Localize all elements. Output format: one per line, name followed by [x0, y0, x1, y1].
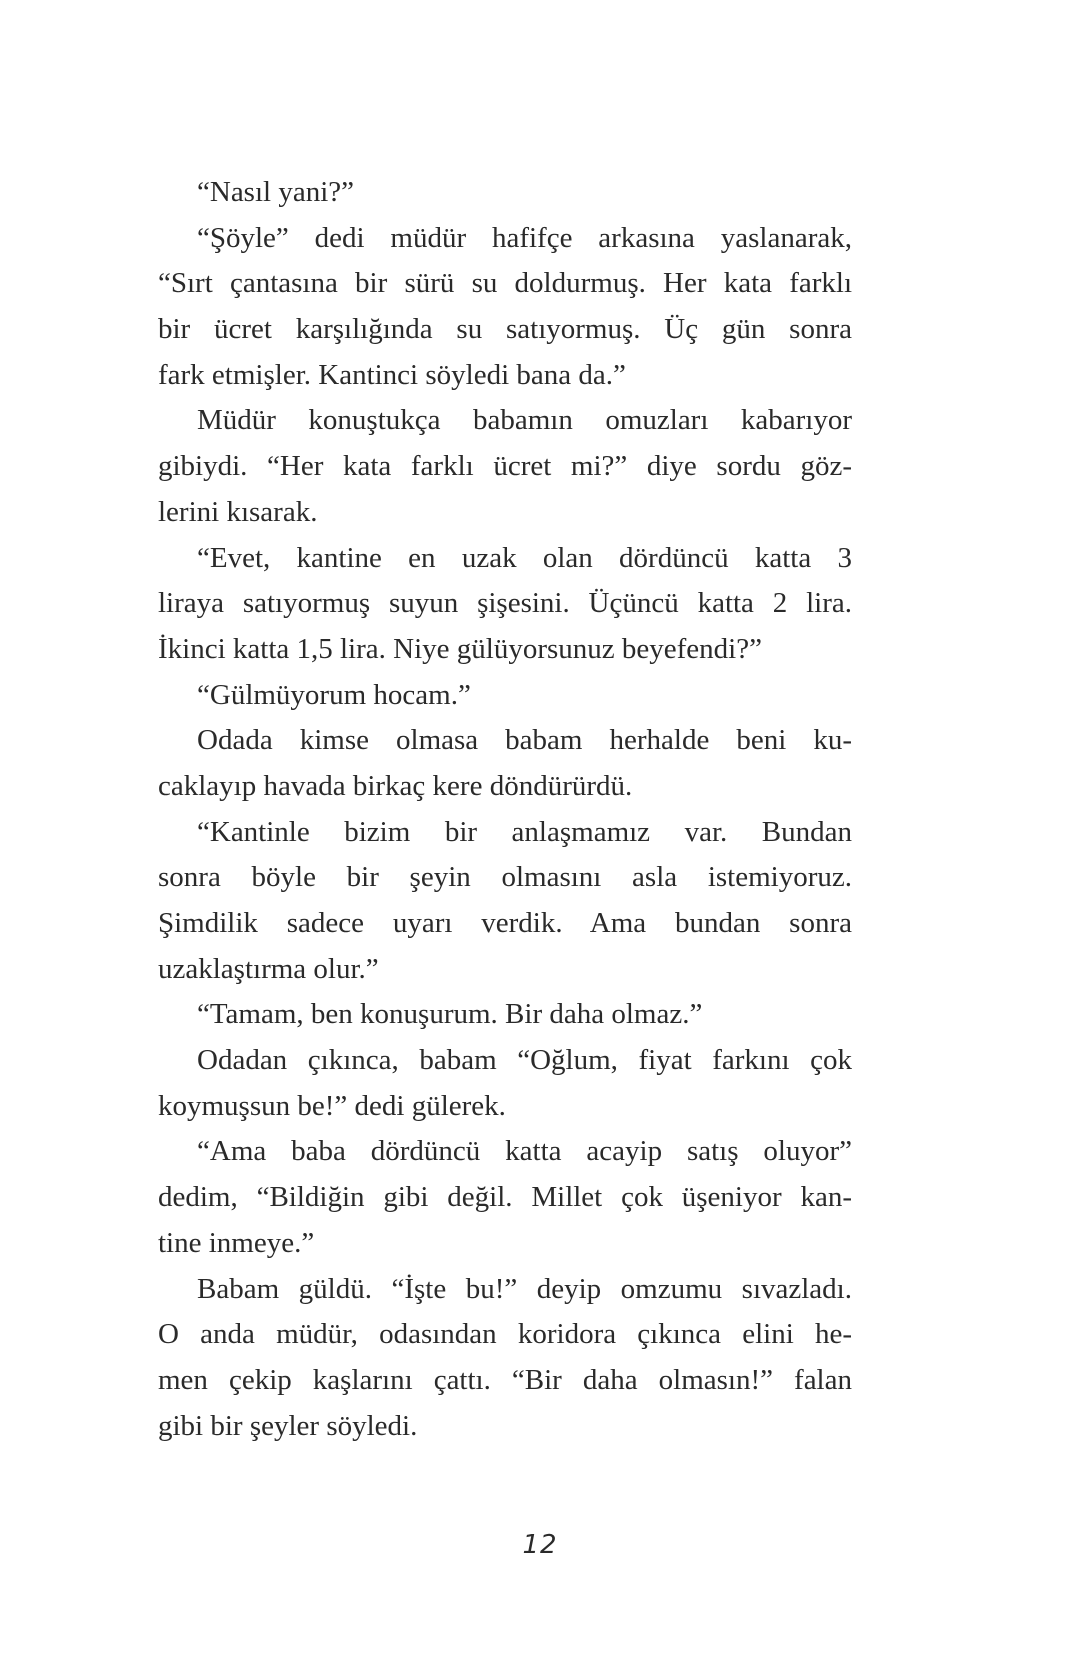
text-line: “Gülmüyorum hocam.”: [197, 678, 471, 711]
text-line: bir ücret karşılığında su satıyormuş. Üç gün sonra: [158, 313, 852, 346]
text-line: uzaklaştırma olur.”: [158, 952, 379, 985]
text-line: sonra böyle bir şeyin olmasını asla istemiyoruz.: [158, 861, 852, 894]
text-line: Müdür konuştukça babamın omuzları kabarıyor: [197, 404, 852, 437]
text-line: gibi bir şeyler söyledi.: [158, 1409, 418, 1442]
text-line: Şimdilik sadece uyarı verdik. Ama bundan sonra: [158, 907, 852, 939]
text-line: men çekip kaşlarını çattı. “Bir daha olmasın!” falan: [158, 1363, 852, 1396]
text-line: “Nasıl yani?”: [197, 176, 355, 208]
text-line: lerini kısarak.: [158, 495, 318, 528]
page-number: 12: [522, 1530, 558, 1560]
text-line: Odadan çıkınca, babam “Oğlum, fiyat farkını çok: [197, 1044, 852, 1077]
text-line: koymuşsun be!” dedi gülerek.: [158, 1089, 506, 1122]
text-line: “Sırt çantasına bir sürü su doldurmuş. Her kata farklı: [158, 267, 852, 300]
text-line: Odada kimse olmasa babam herhalde beni ku-: [197, 724, 852, 757]
text-line: İkinci katta 1,5 lira. Niye gülüyorsunuz beyefendi?”: [158, 632, 762, 665]
text-line: dedim, “Bildiğin gibi değil. Millet çok üşeniyor kan-: [158, 1181, 852, 1214]
text-line: caklayıp havada birkaç kere döndürürdü.: [158, 769, 633, 802]
text-line: fark etmişler. Kantinci söyledi bana da.”: [158, 358, 626, 391]
text-line: “Ama baba dördüncü katta acayip satış oluyor”: [197, 1135, 852, 1168]
text-line: tine inmeye.”: [158, 1226, 315, 1259]
text-line: liraya satıyormuş suyun şişesini. Üçüncü katta 2 lira.: [158, 587, 852, 620]
text-line: Babam güldü. “İşte bu!” deyip omzumu sıvazladı.: [197, 1272, 852, 1305]
text-line: “Şöyle” dedi müdür hafifçe arkasına yaslanarak,: [197, 221, 852, 254]
text-line: “Tamam, ben konuşurum. Bir daha olmaz.”: [197, 998, 703, 1031]
body-text: [158, 170, 852, 1449]
text-line: “Kantinle bizim bir anlaşmamız var. Bundan: [197, 815, 852, 848]
text-line: O anda müdür, odasından koridora çıkınca elini he-: [158, 1318, 852, 1351]
text-line: “Evet, kantine en uzak olan dördüncü katta 3: [197, 541, 852, 574]
text-line: gibiydi. “Her kata farklı ücret mi?” diye sordu göz-: [158, 450, 852, 483]
